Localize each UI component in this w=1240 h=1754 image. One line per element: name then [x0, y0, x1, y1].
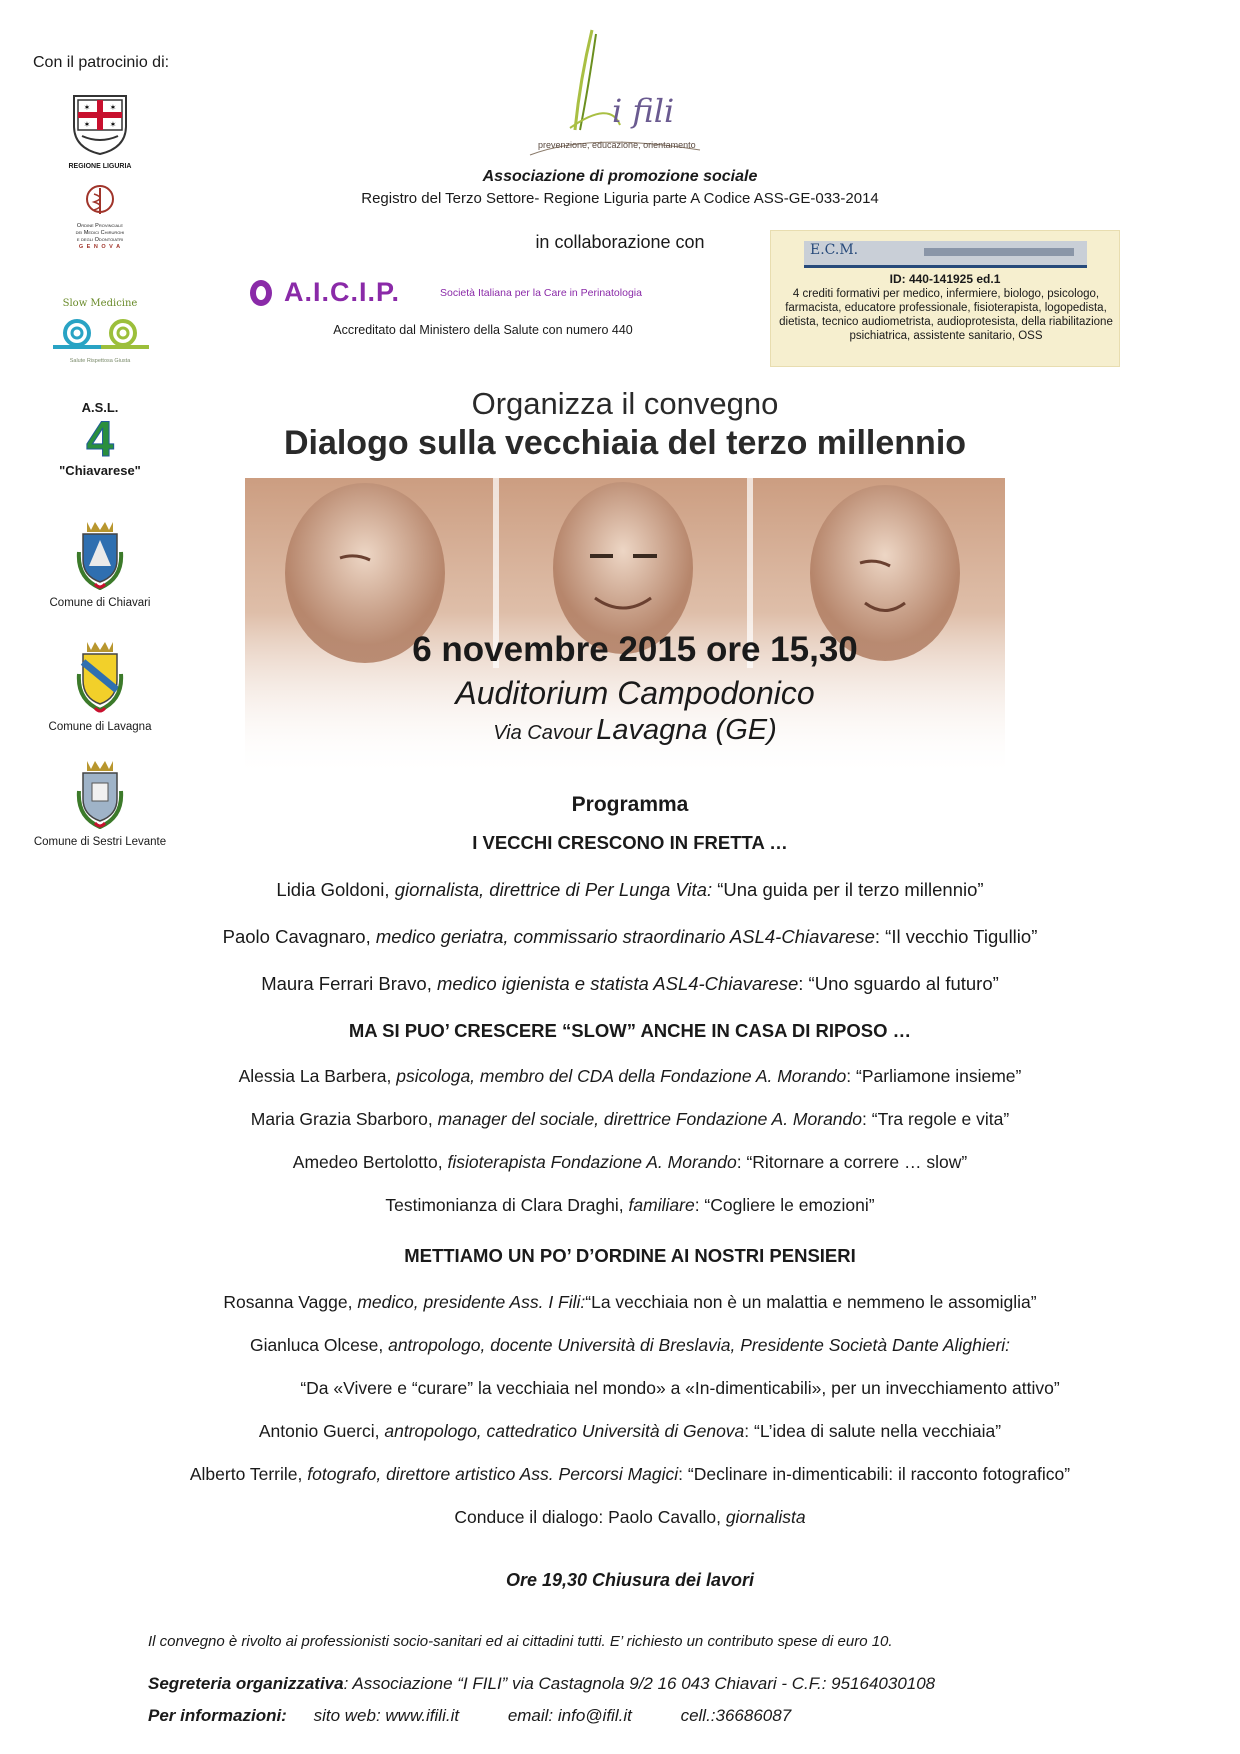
aicip-name: A.I.C.I.P.	[284, 277, 401, 307]
asl-chiavarese: "Chiavarese"	[59, 463, 141, 478]
talk-line: Rosanna Vagge, medico, presidente Ass. I Fili:“La vecchiaia non è un malattia e nemmeno le assomiglia”	[223, 1292, 1037, 1312]
organizza-label: Organizza il convegno	[471, 386, 779, 421]
snails-icon	[45, 309, 155, 353]
talk-line: Antonio Guerci, antropologo, cattedratico Università di Genova: “L’idea di salute nella vecchiaia”	[258, 1421, 1002, 1441]
sestri-caption: Comune di Sestri Levante	[33, 836, 167, 848]
caduceus-icon	[85, 184, 115, 218]
conduce-line: Conduce il dialogo: Paolo Cavallo, giornalista	[454, 1507, 806, 1527]
patrocinio-label: Con il patrocinio di:	[33, 54, 170, 71]
segreteria-line	[148, 1674, 935, 1694]
talk-line: Paolo Cavagnaro, medico geriatra, commissario straordinario ASL4-Chiavarese: “Il vecchio Tigullio”	[222, 926, 1038, 947]
comune-lavagna-logo	[40, 638, 160, 733]
ecm-banner	[804, 241, 1087, 268]
email-link[interactable]: email: info@ifil.it	[507, 1706, 632, 1725]
aicip-logo	[248, 275, 718, 315]
regione-liguria-shield-icon	[70, 92, 130, 156]
event-via: Via Cavour	[493, 722, 592, 744]
asl-label: A.S.L.	[81, 400, 119, 415]
ecm-box	[770, 230, 1120, 367]
ecm-id: ID: 440-141925 ed.1	[889, 272, 1001, 286]
svg-text:✶: ✶	[83, 103, 91, 112]
convegno-title: Dialogo sulla vecchiaia del terzo millennio	[283, 424, 967, 462]
event-address	[250, 714, 1020, 747]
talk-line: Lidia Goldoni, giornalista, direttrice di Per Lunga Vita: “Una guida per il terzo millennio”	[276, 879, 984, 900]
slow-medicine-title: Slow Medicine	[62, 298, 138, 309]
segreteria-label: Segreteria organizzativa	[148, 1674, 344, 1693]
segreteria-text: : Associazione “I FILI” via Castagnola 9/2 16 043 Chiavari - C.F.: 95164030108	[343, 1674, 936, 1693]
ordine-line-4: G E N O V A	[78, 244, 122, 250]
comune-chiavari-logo	[40, 518, 160, 609]
website-link[interactable]: sito web: www.ifili.it	[313, 1706, 460, 1725]
aicip-desc: Società Italiana per la Care in Perinatologia	[440, 287, 642, 299]
sestri-coat-of-arms-icon	[75, 757, 125, 829]
footer-note: Il convegno è rivolto ai professionisti socio-sanitari ed ai cittadini tutti. E’ richiesto un contributo spese di euro 10.	[148, 1633, 893, 1650]
talk-line-continued: “Da «Vivere e “curare” la vecchiaia nel mondo» a «In-dimenticabili», per un invecchiamento attivo”	[300, 1378, 1060, 1398]
ifili-logo-text: i fili	[612, 92, 675, 130]
ordine-medici-logo	[40, 184, 160, 251]
event-city: Lavagna (GE)	[596, 714, 777, 746]
lavagna-caption: Comune di Lavagna	[48, 721, 152, 733]
talk-line: Alberto Terrile, fotografo, direttore artistico Ass. Percorsi Magici: “Declinare in-dimenticabili: il racconto fotografico”	[189, 1464, 1071, 1484]
chiavari-coat-of-arms-icon	[75, 518, 125, 590]
ordine-line-1: Ordine Provinciale	[76, 223, 124, 229]
section-heading: I VECCHI CRESCONO IN FRETTA …	[472, 832, 788, 853]
ecm-crediti: 4 crediti formativi per medico, infermiere, biologo, psicologo, farmacista, educatore professionale, fisioterapista, logopedista, dietista, tecnico audiometrista, audioprotesista, della riabilitazione psichiatrica, assistente sanitario, OSS	[779, 288, 1113, 342]
talk-line: Maria Grazia Sbarboro, manager del sociale, direttrice Fondazione A. Morando: “Tra regole e vita”	[250, 1109, 1010, 1129]
info-line	[148, 1706, 791, 1726]
section-heading: MA SI PUO’ CRESCERE “SLOW” ANCHE IN CASA DI RIPOSO …	[348, 1020, 912, 1041]
ordine-line-3: e degli Odontoiatri	[76, 237, 124, 243]
section-heading: METTIAMO UN PO’ D’ORDINE AI NOSTRI PENSIERI	[404, 1245, 856, 1266]
lavagna-coat-of-arms-icon	[75, 638, 125, 714]
ordine-line-2: dei Medici Chirurghi	[75, 230, 125, 236]
ifili-logo	[500, 20, 730, 160]
event-venue: Auditorium Campodonico	[455, 675, 815, 711]
ifili-tagline: prevenzione, educazione, orientamento	[538, 140, 696, 150]
info-label: Per informazioni:	[148, 1706, 287, 1725]
chiavari-caption: Comune di Chiavari	[49, 597, 151, 609]
asl-number: 4	[86, 411, 114, 467]
talk-line: Amedeo Bertolotto, fisioterapista Fondazione A. Morando: “Ritornare a correre … slow”	[292, 1152, 968, 1172]
chiusura-lavori: Ore 19,30 Chiusura dei lavori	[505, 1570, 755, 1590]
programma-heading: Programma	[571, 793, 689, 816]
svg-text:✶: ✶	[109, 103, 117, 112]
aicip-accreditation: Accreditato dal Ministero della Salute con numero 440	[333, 323, 633, 337]
ifili-threads-icon	[500, 20, 730, 160]
assoc-type: Associazione di promozione sociale	[482, 168, 758, 185]
regione-caption: REGIONE LIGURIA	[68, 163, 132, 170]
asl4-logo	[40, 400, 160, 478]
talk-line: Gianluca Olcese, antropologo, docente Università di Breslavia, Presidente Società Dante Alighieri:	[249, 1335, 1011, 1355]
registro: Registro del Terzo Settore- Regione Liguria parte A Codice ASS-GE-033-2014	[361, 190, 879, 207]
svg-text:✶: ✶	[109, 120, 117, 129]
regione-liguria-logo	[40, 92, 160, 170]
talk-line: Testimonianza di Clara Draghi, familiare: “Cogliere le emozioni”	[385, 1195, 875, 1215]
aicip-drop-icon	[248, 277, 274, 307]
talk-line: Alessia La Barbera, psicologa, membro del CDA della Fondazione A. Morando: “Parliamone insieme”	[238, 1066, 1022, 1086]
slow-medicine-tagline: Salute Rispettosa Giusta	[69, 358, 131, 364]
event-date: 6 novembre 2015 ore 15,30	[412, 630, 858, 669]
slow-medicine-logo	[40, 298, 160, 364]
svg-text:✶: ✶	[83, 120, 91, 129]
cell-number: cell.:36686087	[680, 1706, 792, 1725]
talk-line: Maura Ferrari Bravo, medico igienista e statista ASL4-Chiavarese: “Uno sguardo al futuro”	[261, 973, 999, 994]
collaborazione-label: in collaborazione con	[535, 232, 705, 252]
ecm-banner-label: E.C.M.	[810, 242, 859, 258]
